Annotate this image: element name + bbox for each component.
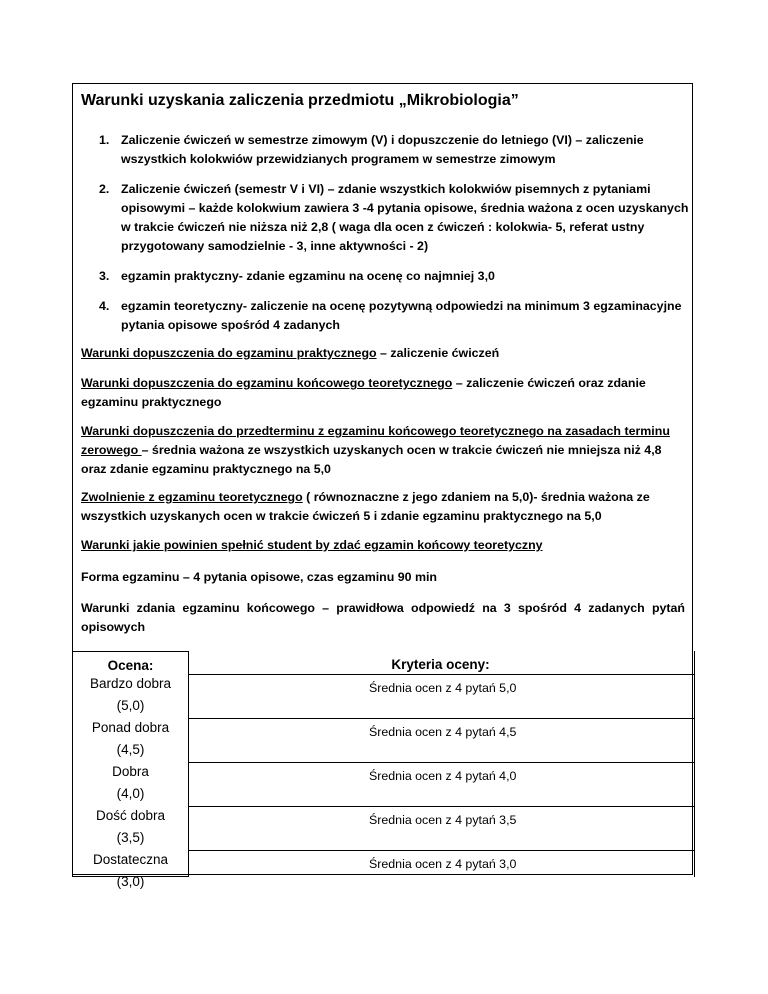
grade-name: Dobra bbox=[112, 764, 149, 779]
early-term-heading: Warunki dopuszczenia do przedterminu z egzaminu końcowego teoretycznego na zasadach terminu zerowego bbox=[81, 424, 670, 457]
exemption-text: ( równoznaczne z jego zdaniem na 5,0)- średnia ważona ze wszystkich uzyskanych ocen w trakcie ćwiczeń 5 i zdanie egzaminu praktycznego na 5,0 bbox=[81, 490, 650, 523]
document-frame bbox=[72, 83, 693, 889]
exam-form: Forma egzaminu – 4 pytania opisowe, czas egzaminu 90 min bbox=[81, 570, 437, 584]
row-divider bbox=[188, 762, 695, 763]
requirement-number: 4. bbox=[99, 299, 110, 313]
requirement-item-1 bbox=[73, 131, 694, 169]
exemption-heading: Zwolnienie z egzaminu teoretycznego bbox=[81, 490, 303, 504]
grade-name: Dostateczna bbox=[92, 852, 169, 867]
requirement-item-4 bbox=[73, 297, 694, 335]
criteria-column bbox=[188, 651, 695, 877]
grade-row-2 bbox=[73, 717, 188, 761]
grade-row-4 bbox=[73, 805, 188, 849]
final-pass-conditions: Warunki zdania egzaminu końcowego – prawidłowa odpowiedź na 3 spośród 4 zadanych pytań opisowych bbox=[81, 601, 685, 634]
final-exam-admission bbox=[81, 374, 685, 412]
grade-name: Ponad dobra bbox=[91, 720, 170, 735]
grade-value: (4,0) bbox=[116, 786, 145, 801]
final-admission-text: – zaliczenie ćwiczeń oraz zdanie egzaminu praktycznego bbox=[81, 376, 646, 409]
requirement-number: 1. bbox=[99, 133, 110, 147]
early-term-text: – średnia ważona ze wszystkich uzyskanych ocen w trakcie ćwiczeń nie mniejsza niż 4,8 oraz zdanie egzaminu praktycznego na 5,0 bbox=[81, 443, 662, 476]
criteria-cell: Średnia ocen z 4 pytań 3,0 bbox=[369, 857, 517, 871]
pass-conditions-heading: Warunki jakie powinien spełnić student by zdać egzamin końcowy teoretyczny bbox=[81, 538, 543, 552]
row-divider bbox=[188, 718, 695, 719]
practical-exam-admission bbox=[81, 344, 685, 363]
requirement-text: Zaliczenie ćwiczeń (semestr V i VI) – zdanie wszystkich kolokwiów pisemnych z pytaniami opisowymi – każde kolokwium zawiera 3 -4 pytania opisowe, średnia ważona z ocen uzyskanych w trakcie ćwiczeń nie niższa niż 2,8 ( waga dla ocen z ćwiczeń : kolokwia- 5, referat ustny przygotowany samodzielnie - 3, inne aktywności - 2) bbox=[121, 182, 689, 253]
requirement-number: 2. bbox=[99, 182, 110, 196]
grade-row-1 bbox=[73, 673, 188, 717]
grading-table bbox=[72, 651, 695, 889]
grade-value: (3,5) bbox=[116, 830, 145, 845]
document-title: Warunki uzyskania zaliczenia przedmiotu „Mikrobiologia” bbox=[81, 92, 519, 109]
practical-admission-text: – zaliczenie ćwiczeń bbox=[376, 346, 500, 360]
requirements-list bbox=[73, 131, 694, 335]
row-divider bbox=[188, 806, 695, 807]
grade-value: (4,5) bbox=[116, 742, 145, 757]
requirement-text: Zaliczenie ćwiczeń w semestrze zimowym (V) i dopuszczenie do letniego (VI) – zaliczenie wszystkich kolokwiów przewidzianych programem w semestrze zimowym bbox=[121, 133, 644, 166]
criteria-cell: Średnia ocen z 4 pytań 3,5 bbox=[369, 813, 517, 827]
requirement-item-3 bbox=[73, 267, 694, 286]
criteria-header: Kryteria oceny: bbox=[391, 657, 490, 672]
grade-row-3 bbox=[73, 761, 188, 805]
grade-value: (3,0) bbox=[116, 874, 145, 889]
practical-admission-heading: Warunki dopuszczenia do egzaminu praktycznego bbox=[81, 346, 377, 360]
early-term-admission bbox=[81, 422, 685, 479]
grade-row-5 bbox=[73, 849, 188, 893]
grade-name: Bardzo dobra bbox=[89, 676, 172, 691]
grade-value: (5,0) bbox=[116, 698, 145, 713]
requirement-number: 3. bbox=[99, 269, 110, 283]
grade-header: Ocena: bbox=[107, 658, 154, 673]
grade-column bbox=[72, 651, 189, 889]
grade-name: Dość dobra bbox=[95, 808, 166, 823]
requirement-text: egzamin praktyczny- zdanie egzaminu na ocenę co najmniej 3,0 bbox=[121, 269, 495, 283]
row-divider bbox=[188, 674, 695, 675]
requirement-item-2 bbox=[73, 180, 694, 256]
requirement-text: egzamin teoretyczny- zaliczenie na ocenę pozytywną odpowiedzi na minimum 3 egzaminacyjne pytania opisowe spośród 4 zadanych bbox=[121, 299, 682, 332]
criteria-cell: Średnia ocen z 4 pytań 4,0 bbox=[369, 769, 517, 783]
criteria-cell: Średnia ocen z 4 pytań 4,5 bbox=[369, 725, 517, 739]
row-divider bbox=[188, 850, 695, 851]
final-admission-heading: Warunki dopuszczenia do egzaminu końcowego teoretycznego bbox=[81, 376, 453, 390]
criteria-cell: Średnia ocen z 4 pytań 5,0 bbox=[369, 681, 517, 695]
table-border-right bbox=[694, 651, 695, 877]
theoretical-exam-exemption bbox=[81, 488, 685, 526]
